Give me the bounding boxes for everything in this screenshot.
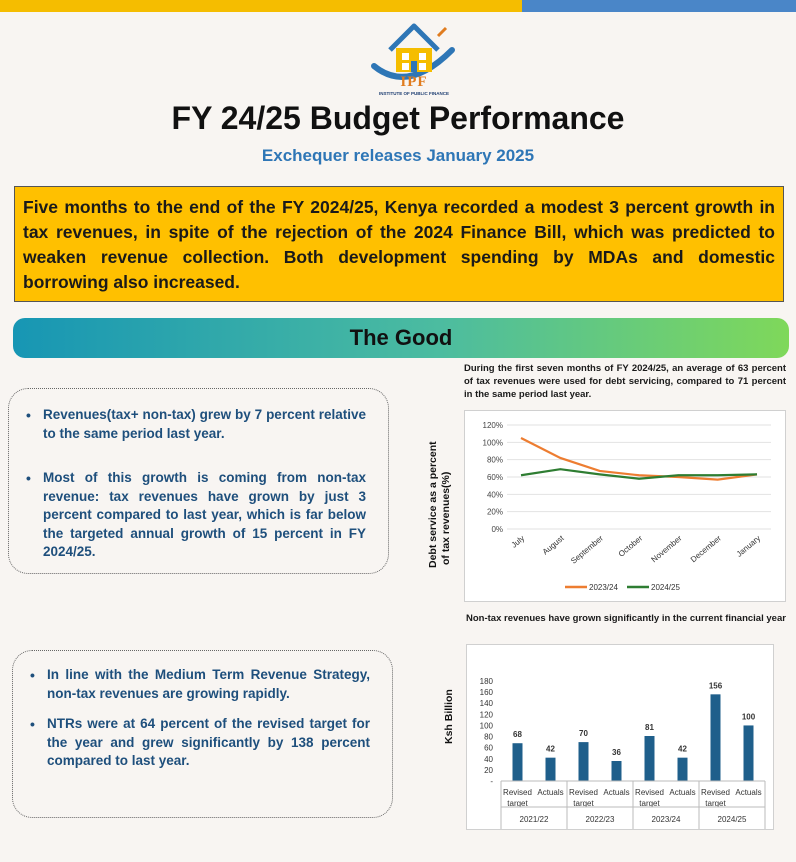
section-title: The Good <box>349 325 453 350</box>
x-tick-label: September <box>569 533 605 566</box>
bar <box>678 758 688 781</box>
top-color-bar <box>0 0 796 12</box>
x-tick-label: January <box>734 533 763 559</box>
bar <box>579 742 589 781</box>
bar-category-label: target <box>639 799 660 808</box>
ntr-chart <box>466 644 774 830</box>
bar-value-label: 100 <box>741 712 756 722</box>
y-tick-label: 140 <box>479 699 493 709</box>
bar <box>513 743 523 781</box>
y-tick-label: 80% <box>486 455 503 465</box>
debt-chart-ylabel <box>420 410 464 570</box>
legend-label: 2024/25 <box>651 583 680 592</box>
bar-category-label: Revised <box>569 788 598 797</box>
group-label: 2021/22 <box>519 815 549 824</box>
bar <box>711 694 721 781</box>
bar-value-label: 156 <box>708 681 723 691</box>
y-tick-label: 120 <box>479 710 493 720</box>
legend-label: 2023/24 <box>589 583 618 592</box>
ntr-chart-svg <box>467 645 775 831</box>
debt-ylabel-line: of tax revenues(%) <box>440 471 452 565</box>
logo-text <box>368 74 460 96</box>
bar-value-label: 42 <box>678 744 687 754</box>
bar-value-label: 36 <box>612 748 621 757</box>
y-tick-label: 160 <box>479 688 493 698</box>
summary-box: Five months to the end of the FY 2024/25, Kenya recorded a modest 3 percent growth in tax revenues, in spite of the rejection of the 2024 Finance Bill, which was predicted to weaken revenue collection. Both development spending by MDAs and domestic borrowing also increased. <box>14 186 784 302</box>
bar-category-label: Actuals <box>669 788 696 797</box>
y-tick-label: 120% <box>482 421 503 430</box>
bar <box>612 761 622 781</box>
debt-ylabel-group <box>427 441 452 568</box>
x-tick-label: October <box>616 533 645 559</box>
bullet-item: • Revenues(tax+ non-tax) grew by 7 percent relative to the same period last year. <box>9 406 388 443</box>
group-label: 2023/24 <box>651 815 681 824</box>
y-tick-label: 40% <box>486 490 503 500</box>
series-line <box>521 438 757 480</box>
y-tick-label: 80 <box>484 732 493 742</box>
bar-category-label: Revised <box>635 788 664 797</box>
bar-category-label: target <box>705 799 726 808</box>
group-label: 2022/23 <box>585 815 615 824</box>
top-bar-blue <box>522 0 796 12</box>
debt-service-chart <box>464 410 786 602</box>
x-tick-label: August <box>540 533 566 557</box>
page-subtitle: Exchequer releases January 2025 <box>261 146 535 165</box>
debt-chart-caption: During the first seven months of FY 2024/25, an average of 63 percent of tax revenues were used for debt servicing, compared to 71 percent in the same period last year. <box>464 363 786 400</box>
group-label: 2024/25 <box>717 815 747 824</box>
y-tick-label: 180 <box>479 677 493 686</box>
bar-value-label: 81 <box>645 723 654 732</box>
bar-category-label: Revised <box>701 788 730 797</box>
revenue-growth-box <box>8 388 389 574</box>
bullet-list <box>9 406 388 562</box>
page-title: FY 24/25 Budget Performance <box>171 100 625 136</box>
bar-category-label: Actuals <box>603 788 630 797</box>
top-bar-yellow <box>0 0 522 12</box>
debt-ylabel-line: Debt service as a percent <box>427 441 439 568</box>
section-banner <box>13 318 789 358</box>
y-tick-label: 60 <box>484 743 493 753</box>
bullet-item: • Most of this growth is coming from non-tax revenue: tax revenues have grown by just 3 percent compared to last year, which is far below the targeted annual growth of 15 percent in FY 2024/25. <box>9 469 388 562</box>
y-tick-label: 100 <box>479 721 493 731</box>
y-tick-label: 0% <box>491 525 503 534</box>
bar <box>546 758 556 781</box>
bar-category-label: Actuals <box>537 788 564 797</box>
y-tick-label: - <box>490 777 493 786</box>
bullet-list <box>13 666 392 771</box>
y-tick-label: 20 <box>484 765 493 775</box>
bar-value-label: 70 <box>579 729 588 739</box>
bar-category-label: Revised <box>503 788 532 797</box>
bar <box>744 725 754 781</box>
ntr-chart-ylabel <box>436 660 464 760</box>
bar <box>645 736 655 781</box>
bullet-item: • In line with the Medium Term Revenue Strategy, non-tax revenues are growing rapidly. <box>13 666 392 703</box>
y-tick-label: 40 <box>484 754 493 764</box>
ntr-box <box>12 650 393 818</box>
bar-category-label: target <box>507 799 528 808</box>
x-tick-label: November <box>649 533 684 565</box>
y-tick-label: 60% <box>486 473 503 482</box>
x-tick-label: December <box>688 533 723 565</box>
y-tick-label: 20% <box>486 507 503 517</box>
x-tick-label: July <box>509 533 527 550</box>
bar-category-label: Actuals <box>735 788 762 797</box>
y-tick-label: 100% <box>482 438 503 448</box>
debt-chart-svg <box>465 411 787 603</box>
bar-category-label: target <box>573 799 594 808</box>
ntr-ylabel-text: Ksh Billion <box>443 689 455 744</box>
bar-value-label: 42 <box>546 744 555 754</box>
bar-value-label: 68 <box>513 730 522 740</box>
bullet-item: • NTRs were at 64 percent of the revised target for the year and grew significantly by 138 percent compared to last year. <box>13 715 392 771</box>
logo-abbr: IPF <box>400 74 428 90</box>
ntr-chart-caption: Non-tax revenues have grown significantly in the current financial year <box>466 613 786 624</box>
logo-name: INSTITUTE OF PUBLIC FINANCE <box>379 91 449 96</box>
